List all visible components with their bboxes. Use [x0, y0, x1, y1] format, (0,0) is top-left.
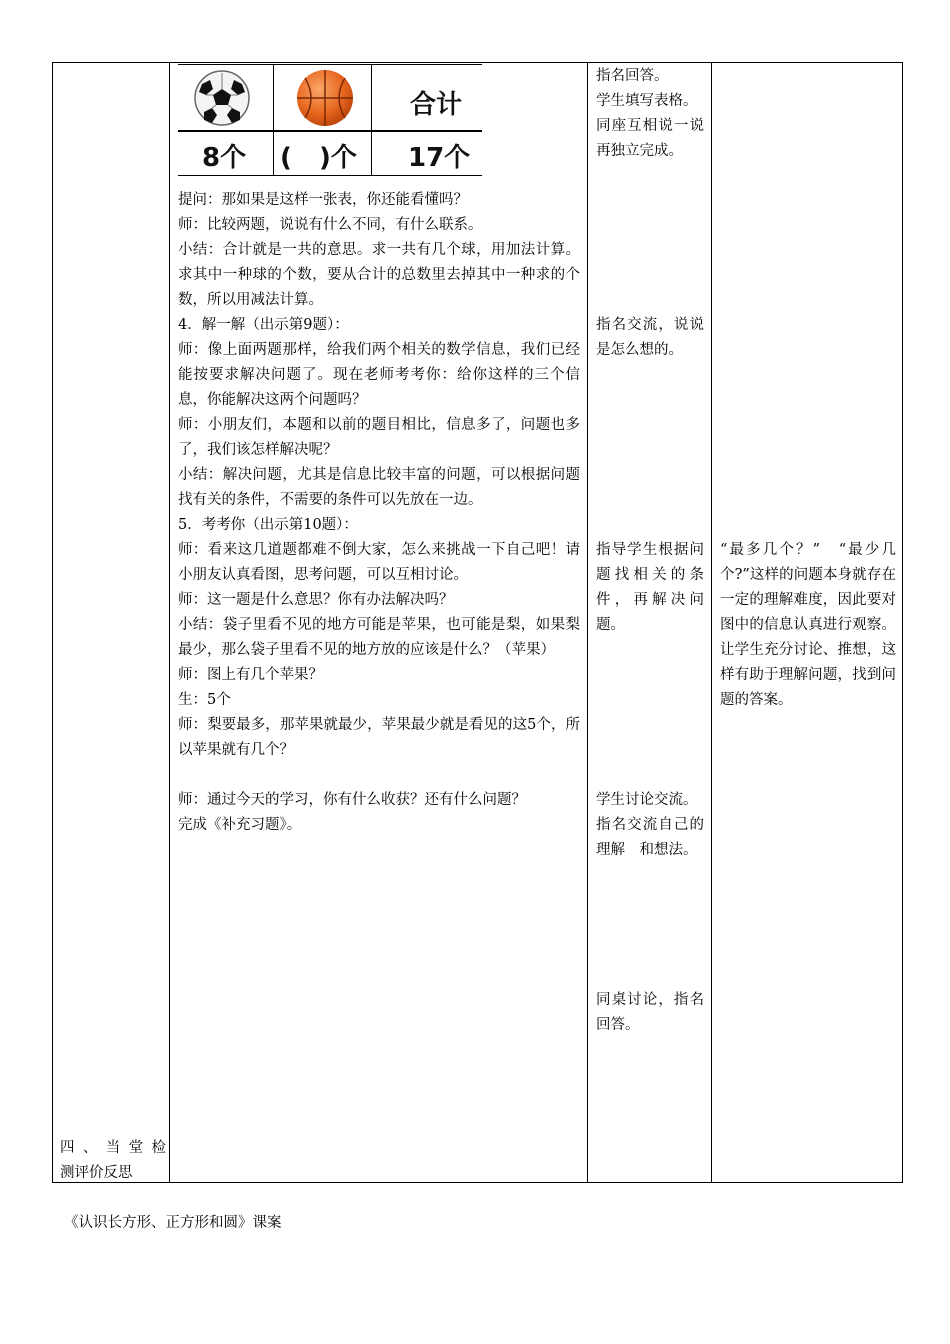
note-text: “最多几个？” “最少几个?”这样的问题本身就存在一定的理解难度，因此要对图中的信息认真进行观察。让学生充分讨论、推想，这样有助于理解问题，找到问题的答案。 — [720, 542, 896, 708]
student-activity-3 — [596, 538, 704, 638]
text-line: 师：小朋友们，本题和以前的题目相比，信息多了，问题也多了，我们该怎样解决呢？ — [178, 417, 580, 458]
teaching-content — [178, 188, 580, 838]
column-divider — [711, 62, 712, 1183]
activity-text: 同桌讨论，指名回答。 — [596, 992, 704, 1033]
section-title-line: 四、当堂检 — [60, 1140, 166, 1156]
total-header: 合计 — [410, 90, 463, 120]
basketball-count: ( )个 — [280, 143, 357, 173]
text-line: 生：5个 — [178, 692, 231, 708]
student-activity-2 — [596, 313, 704, 363]
text-line: 小结：解决问题，尤其是信息比较丰富的问题，可以根据问题找有关的条件，不需要的条件可以先放在一边。 — [178, 467, 580, 508]
activity-text: 同座互相说一说再独立完成。 — [596, 118, 704, 159]
activity-text: 学生填写表格。 — [596, 93, 698, 109]
text-line: 完成《补充习题》。 — [178, 817, 302, 833]
activity-text: 指名交流自己的理解 和想法。 — [596, 817, 704, 858]
student-activity-4 — [596, 788, 704, 863]
document-footer: 《认识长方形、正方形和圆》课案 — [64, 1215, 282, 1231]
design-note — [720, 538, 896, 713]
activity-text: 指名回答。 — [596, 68, 669, 84]
student-activity-5 — [596, 988, 704, 1038]
activity-text: 指导学生根据问题找相关的条件，再解决问题。 — [596, 542, 704, 633]
text-line: 小结：合计就是一共的意思。求一共有几个球，用加法计算。求其中一种球的个数，要从合计的总数里去掉其中一种求的个数，所以用减法计算。 — [178, 242, 580, 308]
section-title — [60, 1136, 166, 1186]
text-line: 小结：袋子里看不见的地方可能是苹果，也可能是梨，如果梨最少，那么袋子里看不见的地方放的应该是什么？（苹果） — [178, 617, 580, 658]
total-count: 17个 — [408, 143, 471, 173]
soccer-ball-icon — [190, 68, 254, 128]
column-divider — [169, 62, 170, 1183]
text-line: 提问：那如果是这样一张表，你还能看懂吗？ — [178, 192, 468, 208]
text-line: 师：通过今天的学习，你有什么收获？还有什么问题？ — [178, 792, 526, 808]
section-title-line: 测评价反思 — [60, 1165, 133, 1181]
ball-count-table — [178, 64, 482, 176]
student-activity-1 — [596, 64, 704, 164]
activity-text: 指名交流，说说是怎么想的。 — [596, 317, 704, 358]
basketball-icon — [292, 68, 358, 128]
text-line: 师：看来这几道题都难不倒大家，怎么来挑战一下自己吧！请小朋友认真看图，思考问题，可以互相讨论。 — [178, 542, 580, 583]
activity-text: 学生讨论交流。 — [596, 792, 698, 808]
column-divider — [587, 62, 588, 1183]
text-line: 师：比较两题，说说有什么不同，有什么联系。 — [178, 217, 483, 233]
soccer-count: 8个 — [202, 143, 247, 173]
text-line: 师：梨要最多，那苹果就最少，苹果最少就是看见的这5个，所以苹果就有几个？ — [178, 717, 580, 758]
text-line: 4．解一解（出示第9题）： — [178, 317, 349, 333]
text-line: 5．考考你（出示第10题）： — [178, 517, 358, 533]
text-line: 师：像上面两题那样，给我们两个相关的数学信息，我们已经能按要求解决问题了。现在老师考考你：给你这样的三个信息，你能解决这两个问题吗？ — [178, 342, 580, 408]
text-line: 师：图上有几个苹果？ — [178, 667, 323, 683]
text-line: 师：这一题是什么意思？你有办法解决吗？ — [178, 592, 454, 608]
